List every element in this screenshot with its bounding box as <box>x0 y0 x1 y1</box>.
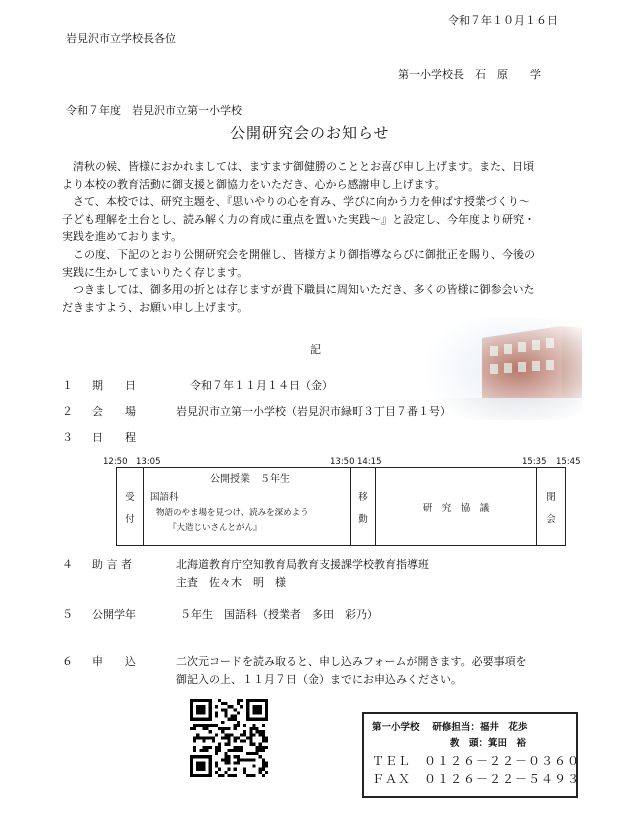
time-label: 13:05 <box>136 457 161 467</box>
item-number: ３ <box>62 431 73 444</box>
letter-body <box>62 158 582 316</box>
body-line: より本校の教育活動に御支援と御協力をいただき、心から感謝申し上げます。 <box>62 177 446 191</box>
item-number: ２ <box>62 405 73 418</box>
contact-tel: ＴＥＬ ０１２６－２２－０３６０ <box>372 754 581 768</box>
item-label-schedule: 日 程 <box>92 431 136 444</box>
ki-heading: 記 <box>310 343 321 356</box>
schedule-closing: 閉 会 <box>537 468 566 546</box>
public-grade: ５年生 国語科（授業者 多田 彩乃） <box>180 608 378 621</box>
contact-fax: ＦＡＸ ０１２６－２２－５４９３ <box>372 772 581 786</box>
event-venue: 岩見沢市立第一小学校（岩見沢市緑町３丁目７番１号） <box>176 405 451 418</box>
body-line: 実践に生かしてまいりたく存じます。 <box>62 265 249 279</box>
item-number: ５ <box>62 608 73 621</box>
body-line: つきましては、御多用の折とは存じますが貴下職員に周知いただき、多くの皆様に御参会いた <box>62 283 535 297</box>
advisor-name: 主査 佐々木 明 様 <box>176 576 286 589</box>
item-label-advisor: 助 言 者 <box>92 558 132 571</box>
lesson-title: 公開授業 ５年生 <box>210 474 290 485</box>
item-number: １ <box>62 379 73 392</box>
recipient: 岩見沢市立学校長各位 <box>66 32 176 45</box>
contact-role: 研修担当： <box>432 722 480 733</box>
body-line: 清秋の候、皆様におかれましては、ますます御健勝のこととお喜び申し上げます。また、日頃 <box>62 160 535 173</box>
time-label: 13:50 <box>330 457 355 467</box>
contact-role: 教 頭： <box>450 738 489 749</box>
contact-org: 第一小学校 <box>372 722 420 733</box>
page-title: 公開研究会のお知らせ <box>230 124 390 142</box>
time-label: 15:45 <box>556 457 581 467</box>
schedule-table <box>116 467 566 546</box>
schedule-discussion: 研 究 協 議 <box>376 468 537 546</box>
apply-instructions-2: 御記入の上、１１月７日（金）までにお申込みください。 <box>176 673 462 686</box>
item-number: ４ <box>62 558 73 571</box>
item-label-venue: 会 場 <box>92 405 136 418</box>
item-number: ６ <box>62 655 73 668</box>
event-date: 令和７年１１月１４日（金） <box>190 379 333 392</box>
schedule-move: 移 動 <box>351 468 376 546</box>
time-label: 14:15 <box>357 457 382 467</box>
sender: 第一小学校長 石 原 学 <box>398 68 541 81</box>
qr-code[interactable] <box>190 698 268 778</box>
lesson-topic: 物語のやま場を見つけ、読みを深めよう <box>156 508 309 518</box>
time-label: 12:50 <box>103 457 128 467</box>
item-label-grade: 公開学年 <box>92 608 136 621</box>
lesson-subject: 国語科 <box>150 492 179 503</box>
contact-name: 箕田 裕 <box>488 738 527 749</box>
body-line: 実践を進めております。 <box>62 230 183 244</box>
item-label-date: 期 日 <box>92 379 136 392</box>
advisor-org: 北海道教育庁空知教育局教育支援課学校教育指導班 <box>176 558 429 571</box>
lesson-book: 『大造じいさんとがん』 <box>168 523 262 533</box>
body-line: だきますよう、お願い申し上げます。 <box>62 300 249 314</box>
subtitle: 令和７年度 岩見沢市立第一小学校 <box>66 104 242 117</box>
schedule-lesson <box>144 468 351 546</box>
contact-name: 福井 花歩 <box>479 722 528 733</box>
body-line: 子ども理解を土台とし、読み解く力の育成に重点を置いた実践～』と設定し、今年度より研究・ <box>62 212 535 226</box>
contact-box <box>362 712 581 798</box>
body-line: この度、下記のとおり公開研究会を開催し、皆様方より御指導ならびに御批正を賜り、今後の <box>62 247 535 261</box>
schedule-reception: 受 付 <box>117 468 144 546</box>
apply-instructions-1: 二次元コードを読み取ると、申し込みフォームが開きます。必要事項を <box>176 655 527 668</box>
body-line: さて、本校では、研究主題を、『思いやりの心を育み、学びに向かう力を伸ばす授業づくり～ <box>62 195 530 209</box>
item-label-apply: 申 込 <box>92 655 136 668</box>
time-label: 15:35 <box>522 457 547 467</box>
document-date: 令和７年１０月１６日 <box>448 14 558 27</box>
